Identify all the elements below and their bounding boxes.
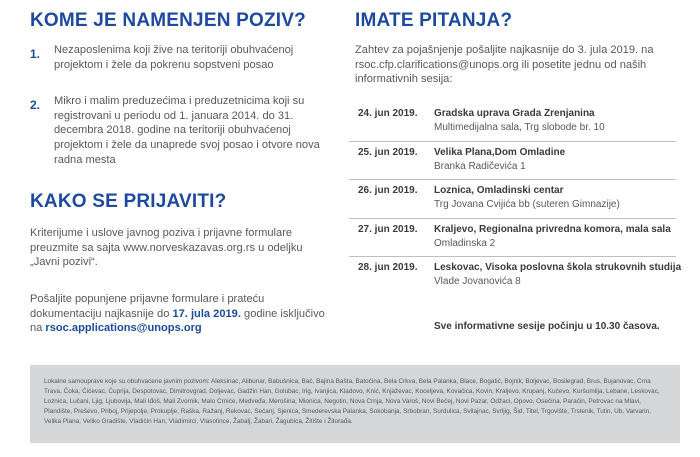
- session-date: 28. jun 2019.: [358, 262, 418, 273]
- session-row: [349, 142, 676, 181]
- deadline-date: 17. jula 2019.: [172, 307, 241, 320]
- session-address: Branka Radičevića 1: [434, 160, 526, 172]
- session-row: [349, 103, 676, 142]
- session-place: Leskovac, Visoka poslovna škola strukovnih studija: [434, 262, 682, 273]
- session-address: Omladinska 2: [434, 237, 496, 249]
- apply-text-mid: godine isključivo na: [30, 307, 325, 335]
- sessions-start-time-note: Sve informativne sesije počinju u 10.30 časova.: [434, 321, 660, 332]
- list-number: 1.: [30, 47, 41, 61]
- session-date: 24. jun 2019.: [358, 108, 418, 119]
- apply-paragraph-1: Kriterijume i uslove javnog poziva i prijavne formulare preuzmite sa sajta www.norveskazavas.org.rs u odeljku „Javni pozivi“.: [30, 227, 303, 269]
- session-date: 25. jun 2019.: [358, 146, 418, 158]
- municipalities-text: Lokalne samouprave koje su obuhvaćene javnim pozivom: Aleksinac, Alibunar, Babušnica, Bač, Bajina Bašta, Batočina, Bela Crkva, Bela Palanka, Blace, Bogatić, Bojnik, Boljevac, Bosilegrad, Brus, Bujanovac, Crna Trava, Čoka, Ćićevac, Ćuprija, Despotovac, Dimitrovgrad, Doljevac, Gadžin Han, Golubac, Irig, Ivanjica, Kladovo, Knić, Knjaževac, Koceljeva, Kovačica, Kovin, Kraljevo, Krupanj, Kučevo, Kuršumlija, Lebane, Leskovac, Loznica, Lučani, Ljig, Ljubovija, Mali Iđoš, Mali Zvornik, Malo Crniće, Medveđa, Merošina, Mionica, Negotin, Nova Crnja, Nova Varoš, Novi Bečej, Novi Pazar, Odžaci, Opovo, Osečina, Paraćin, Petrovac na Mlavi, Plandište, Preševo, Priboj, Prijepolje, Prokuplje, Raška, Ražanj, Rekovac, Sečanj, Sjenica, Smederevska Palanka, Sokobanja, Srbobran, Surdulica, Svilajnac, Svrljig, Šid, Titel, Trgovište, Trstenik, Tutin, Ub, Varvarin, Velika Plana, Veliko Gradište, Vladičin Han, Vladimirci, Vlasotince, Žabalj, Žabari, Žagubica, Žitište i Žitorađa.: [44, 378, 660, 425]
- session-address: Multimedijalna sala, Trg slobode br. 10: [434, 122, 605, 133]
- list-item-text: Mikro i malim preduzećima i preduzetnicima koji su registrovani u periodu od 1. januara 2014. do 31. decembra 2018. godine na teritoriji obuhvaćenoj projektom i žele da unaprede svoj posao i otvore nova radna mesta: [54, 95, 320, 166]
- list-number: 2.: [30, 98, 41, 112]
- session-row: [349, 219, 676, 258]
- list-item-text: Nezaposlenima koji žive na teritoriji obuhvaćenoj projektom i žele da pokrenu sopstveni posao: [54, 44, 294, 71]
- questions-intro: Zahtev za pojašnjenje pošaljite najkasnije do 3. jula 2019. na rsoc.cfp.clarifications@unops.org ili posetite jednu od naših informativnih sesija:: [355, 44, 654, 86]
- municipalities-box: [30, 365, 680, 443]
- session-place: Velika Plana,Dom Omladine: [434, 146, 566, 158]
- sessions-list: [349, 103, 682, 296]
- session-address: Vlade Jovanovića 8: [434, 276, 521, 287]
- heading-how-to-apply: KAKO SE PRIJAVITI?: [30, 191, 227, 212]
- list-item: [30, 94, 330, 169]
- session-date: 27. jun 2019.: [358, 223, 418, 235]
- session-date: 26. jun 2019.: [358, 185, 418, 196]
- session-place: Kraljevo, Regionalna privredna komora, mala sala: [434, 223, 671, 235]
- heading-who-is-it-for: KOME JE NAMENJEN POZIV?: [30, 10, 306, 31]
- session-address: Trg Jovana Cvijića bb (suteren Gimnazije): [434, 199, 620, 210]
- apply-paragraph-2: [30, 292, 330, 336]
- session-place: Loznica, Omladinski centar: [434, 185, 564, 196]
- heading-questions: IMATE PITANJA?: [355, 10, 513, 31]
- apply-text-start: Pošaljite popunjene prijavne formulare i prateću dokumentaciju najkasnije do: [30, 293, 265, 320]
- session-place: Gradska uprava Grada Zrenjanina: [434, 108, 595, 119]
- applications-email-link[interactable]: rsoc.applications@unops.org: [45, 322, 202, 335]
- session-row: [349, 257, 682, 296]
- list-item: [30, 43, 330, 83]
- session-row: [349, 180, 676, 219]
